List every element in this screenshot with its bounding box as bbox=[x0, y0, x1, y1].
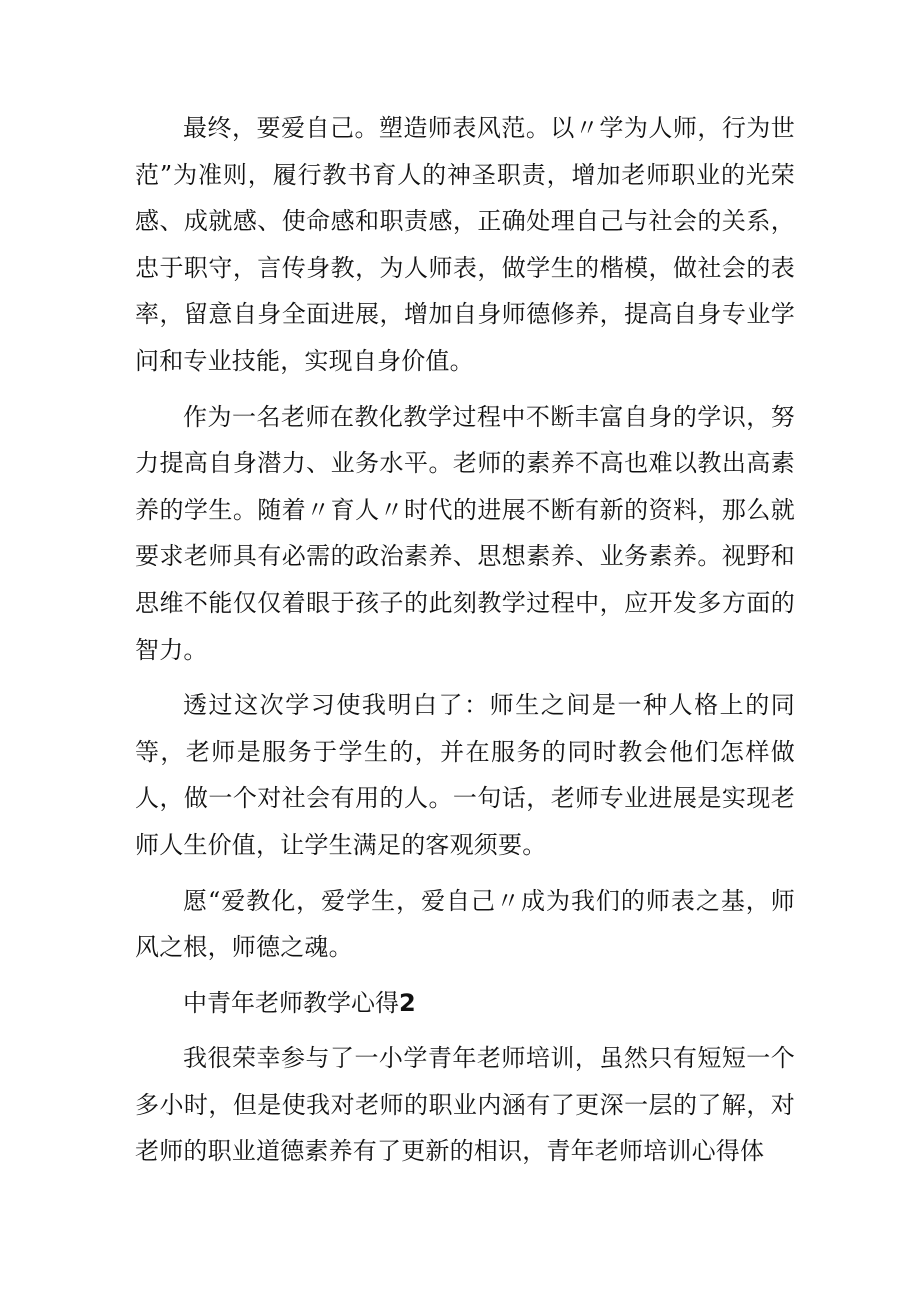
paragraph-self-love: 最终，要爱自己。塑造师表风范。以〃学为人师，行为世范”为准则，履行教书育人的神圣职责，增加老师职业的光荣感、成就感、使命感和职责感，正确处理自己与社会的关系，忠于职守，言传身教，为人师表，做学生的楷模，做社会的表率，留意自身全面进展，增加自身师德修养，提高自身专业学问和专业技能，实现自身价值。 bbox=[135, 114, 795, 375]
paragraph-training: 我很荣幸参与了一小学青年老师培训，虽然只有短短一个多小时，但是使我对老师的职业内涵有了更深一层的了解，对老师的职业道德素养有了更新的相识，青年老师培训心得体 bbox=[135, 1044, 795, 1166]
paragraph-teacher-quality: 作为一名老师在教化教学过程中不断丰富自身的学识，努力提高自身潜力、业务水平。老师的素养不高也难以教出高素养的学生。随着〃育人〃时代的进展不断有新的资料，那么就要求老师具有必需的政治素养、思想素养、业务素养。视野和思维不能仅仅着眼于孩子的此刻教学过程中，应开发多方面的智力。 bbox=[135, 402, 795, 664]
document-page bbox=[135, 105, 795, 1184]
section-heading-number: 2 bbox=[399, 988, 416, 1017]
paragraph-study-insight: 透过这次学习使我明白了：师生之间是一种人格上的同等，老师是服务于学生的，并在服务的同时教会他们怎样做人，做一个对社会有用的人。一句话，老师专业进展是实现老师人生价值，让学生满足的客观须要。 bbox=[135, 691, 795, 859]
section-heading bbox=[135, 980, 795, 1027]
paragraph-wish: 愿“爱教化，爱学生，爱自己〃成为我们的师表之基，师风之根，师德之魂。 bbox=[135, 886, 795, 962]
section-heading-text: 中青年老师教学心得 bbox=[183, 988, 399, 1017]
